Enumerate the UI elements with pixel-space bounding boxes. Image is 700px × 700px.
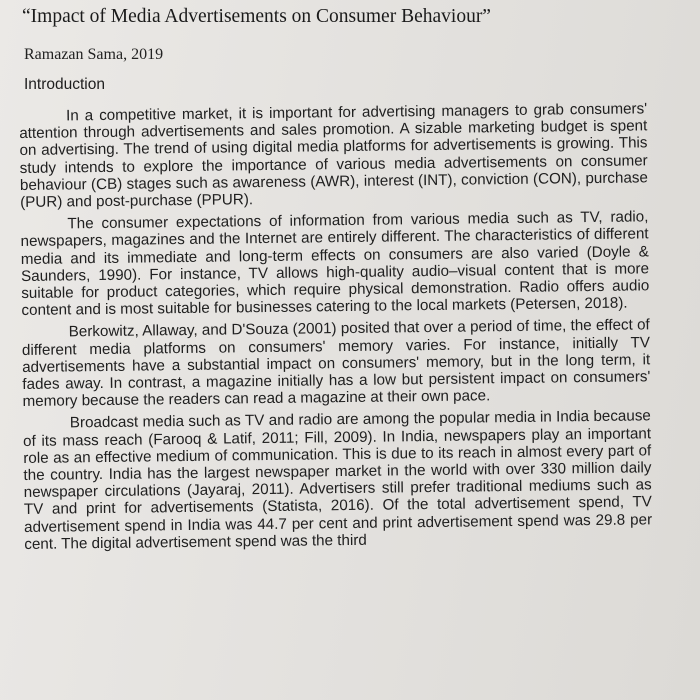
body-text: [19, 100, 652, 553]
document-title: “Impact of Media Advertisements on Consumer Behaviour”: [22, 6, 491, 27]
paragraph: In a competitive market, it is important for advertising managers to grab consumers' attention through advertisements and sales promotion. A sizable marketing budget is spent on advertising. The trend of using digital media platforms for advertisements is growing. This study intends to explore the importance of various media advertisements on consumer behaviour (CB) stages such as awareness (AWR), interest (INT), conviction (CON), purchase (PUR) and post-purchase (PPUR).: [19, 100, 649, 212]
author-line: Ramazan Sama, 2019: [24, 46, 164, 63]
paragraph: The consumer expectations of information from various media such as TV, radio, newspapers, magazines and the Internet are entirely different. The characteristics of different media and its immediate and long-term effects on consumers are also varied (Doyle & Saunders, 1990). For instance, TV allows high-quality audio–visual content that is more suitable for product categories, which require physical demonstration. Radio offers audio content and is most suitable for businesses catering to the local markets (Petersen, 2018).: [20, 208, 650, 320]
paragraph: Broadcast media such as TV and radio are among the popular media in India because of its mass reach (Farooq & Latif, 2011; Fill, 2009). In India, newspapers play an important role as an effective medium of communication. This is due to its reach in almost every part of the country. India has the largest newspaper market in the world with over 330 million daily newspaper circulations (Jayaraj, 2011). Advertisers still prefer traditional mediums such as TV and print for advertisements (Statista, 2016). Of the total advertisement spend, TV advertisement spend in India was 44.7 per cent and print advertisement spend was 29.8 per cent. The digital advertisement spend was the third: [22, 407, 653, 553]
paragraph: Berkowitz, Allaway, and D'Souza (2001) posited that over a period of time, the effect of different media platforms on consumers' memory varies. For instance, initially TV advertisements have a substantial impact on consumers' memory, but in the long term, it fades away. In contrast, a magazine initially has a low but persistent impact on consumers' memory because the readers can read a magazine at their own pace.: [21, 316, 651, 411]
section-heading: Introduction: [24, 76, 105, 93]
